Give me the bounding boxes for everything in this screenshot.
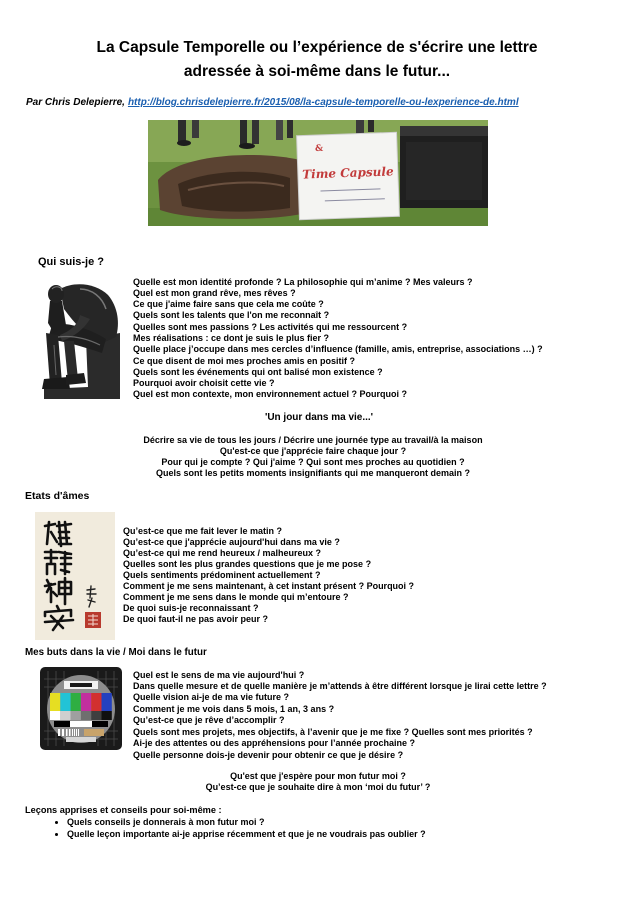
list-item: Quel est mon grand rêve, mes rêves ?: [133, 287, 296, 298]
document-title: [0, 36, 634, 84]
list-item: Qu’est-ce que je rêve d’accomplir ?: [133, 715, 285, 726]
author-name: Par Chris Delepierre,: [26, 97, 125, 108]
list-item: Quelle personne dois-je devenir pour obtenir ce que je désire ?: [133, 749, 404, 760]
list-item: Comment je me sens maintenant, à cet instant présent ? Pourquoi ?: [123, 580, 415, 591]
title-line-2: adressée à soi-même dans le futur...: [183, 63, 451, 80]
list-item: Quelle place j’occupe dans mes cercles d’influence (famille, amis, entreprise, associations …) ?: [133, 344, 543, 355]
list-item: Qu'est-ce que j'apprécie faire chaque jour ?: [219, 445, 407, 456]
etats-d-ames-questions: [123, 526, 414, 625]
mes-buts-questions: [133, 670, 547, 762]
list-item: Décrire sa vie de tous les jours / Décrire une journée type au travail/à la maison: [143, 434, 483, 445]
byline: [26, 97, 519, 109]
list-item: Dans quelle mesure et de quelle manière je m’attends à être différent lorsque je lirai cette lettre ?: [133, 680, 547, 691]
list-item: Quel est mon contexte, mon environnement actuel ? Pourquoi ?: [133, 389, 408, 400]
list-item: Qu'est que j'espère pour mon futur moi ?: [230, 770, 406, 781]
list-item: Ce que disent de moi mes proches amis en positif ?: [133, 355, 356, 366]
list-item: Quelles sont les plus grandes questions que je me pose ?: [123, 558, 372, 569]
bullet-item: • Quelle leçon importante ai-je apprise récemment et que je ne voudrais pas oublier ?: [67, 828, 426, 840]
list-item: De quoi faut-il ne pas avoir peur ?: [123, 613, 269, 624]
list-item: Mes réalisations : ce dont je suis le plus fier ?: [133, 332, 330, 343]
bullet-item: • Quels conseils je donnerais à mon futur moi ?: [67, 816, 426, 828]
list-item: Quels sont les événements qui ont balisé mon existence ?: [133, 366, 383, 377]
list-item: Qu’est-ce qui me rend heureux / malheureux ?: [123, 547, 322, 558]
list-item: Pourquoi avoir choisit cette vie ?: [133, 378, 275, 389]
title-line-1: La Capsule Temporelle ou l’expérience de s'écrire une lettre: [96, 39, 538, 56]
list-item: Qu’est-ce que j'apprécie aujourd'hui dans ma vie ?: [123, 536, 340, 547]
list-item: Quels sont les talents que l'on me reconnaît ?: [133, 310, 330, 321]
list-item: Quels sentiments prédominent actuellement ?: [123, 569, 321, 580]
list-item: Qu’est-ce que je souhaite dire à mon ‘moi du futur’ ?: [205, 781, 431, 792]
mes-buts-closing: [0, 771, 636, 793]
list-item: Ai-je des attentes ou des appréhensions pour l’année prochaine ?: [133, 738, 416, 749]
section-heading-lecons: Leçons apprises et conseils pour soi-même :: [25, 804, 222, 815]
list-item: Qu’est-ce que me fait lever le matin ?: [123, 525, 283, 536]
section-heading-etats-d-ames: Etats d'âmes: [25, 490, 90, 502]
list-item: Ce que j'aime faire sans que cela me coûte ?: [133, 299, 324, 310]
svg-text:&: &: [314, 143, 324, 155]
test-card-image: [40, 667, 122, 750]
list-item: Quels sont les petits moments insignifiants qui me manqueront demain ?: [155, 467, 471, 478]
thinker-statue-image: [40, 275, 120, 400]
source-link[interactable]: http://blog.chrisdelepierre.fr/2015/08/la-capsule-temporelle-ou-lexperience-de.html: [127, 97, 519, 108]
section-heading-mes-buts: Mes buts dans la vie / Moi dans le futur: [25, 646, 207, 658]
section-heading-un-jour: 'Un jour dans ma vie...': [264, 412, 374, 423]
calligraphy-image: [35, 512, 115, 640]
sign-text: Time Capsule: [301, 164, 394, 182]
list-item: Comment je me vois dans 5 mois, 1 an, 3 ans ?: [133, 703, 335, 714]
list-item: Pour qui je compte ? Qui j'aime ? Qui sont mes proches au quotidien ?: [161, 456, 465, 467]
time-capsule-photo: [148, 120, 488, 226]
list-item: Quelle est mon identité profonde ? La philosophie qui m’anime ? Mes valeurs ?: [133, 276, 473, 287]
list-item: Quelle vision ai-je de ma vie future ?: [133, 692, 290, 703]
section-heading-qui-suis-je: Qui suis-je ?: [38, 256, 105, 268]
lecons-bullet-list: [0, 816, 426, 840]
list-item: Quel est le sens de ma vie aujourd'hui ?: [133, 669, 305, 680]
qui-suis-je-questions: [133, 277, 543, 401]
un-jour-lines: [0, 435, 626, 479]
list-item: De quoi suis-je reconnaissant ?: [123, 602, 259, 613]
list-item: Quels sont mes projets, mes objectifs, à l’avenir que je me fixe ? Quelles sont mes priorités ?: [133, 726, 533, 737]
list-item: Comment je me sens dans le monde qui m’entoure ?: [123, 591, 349, 602]
list-item: Quelles sont mes passions ? Les activités qui me ressourcent ?: [133, 321, 408, 332]
